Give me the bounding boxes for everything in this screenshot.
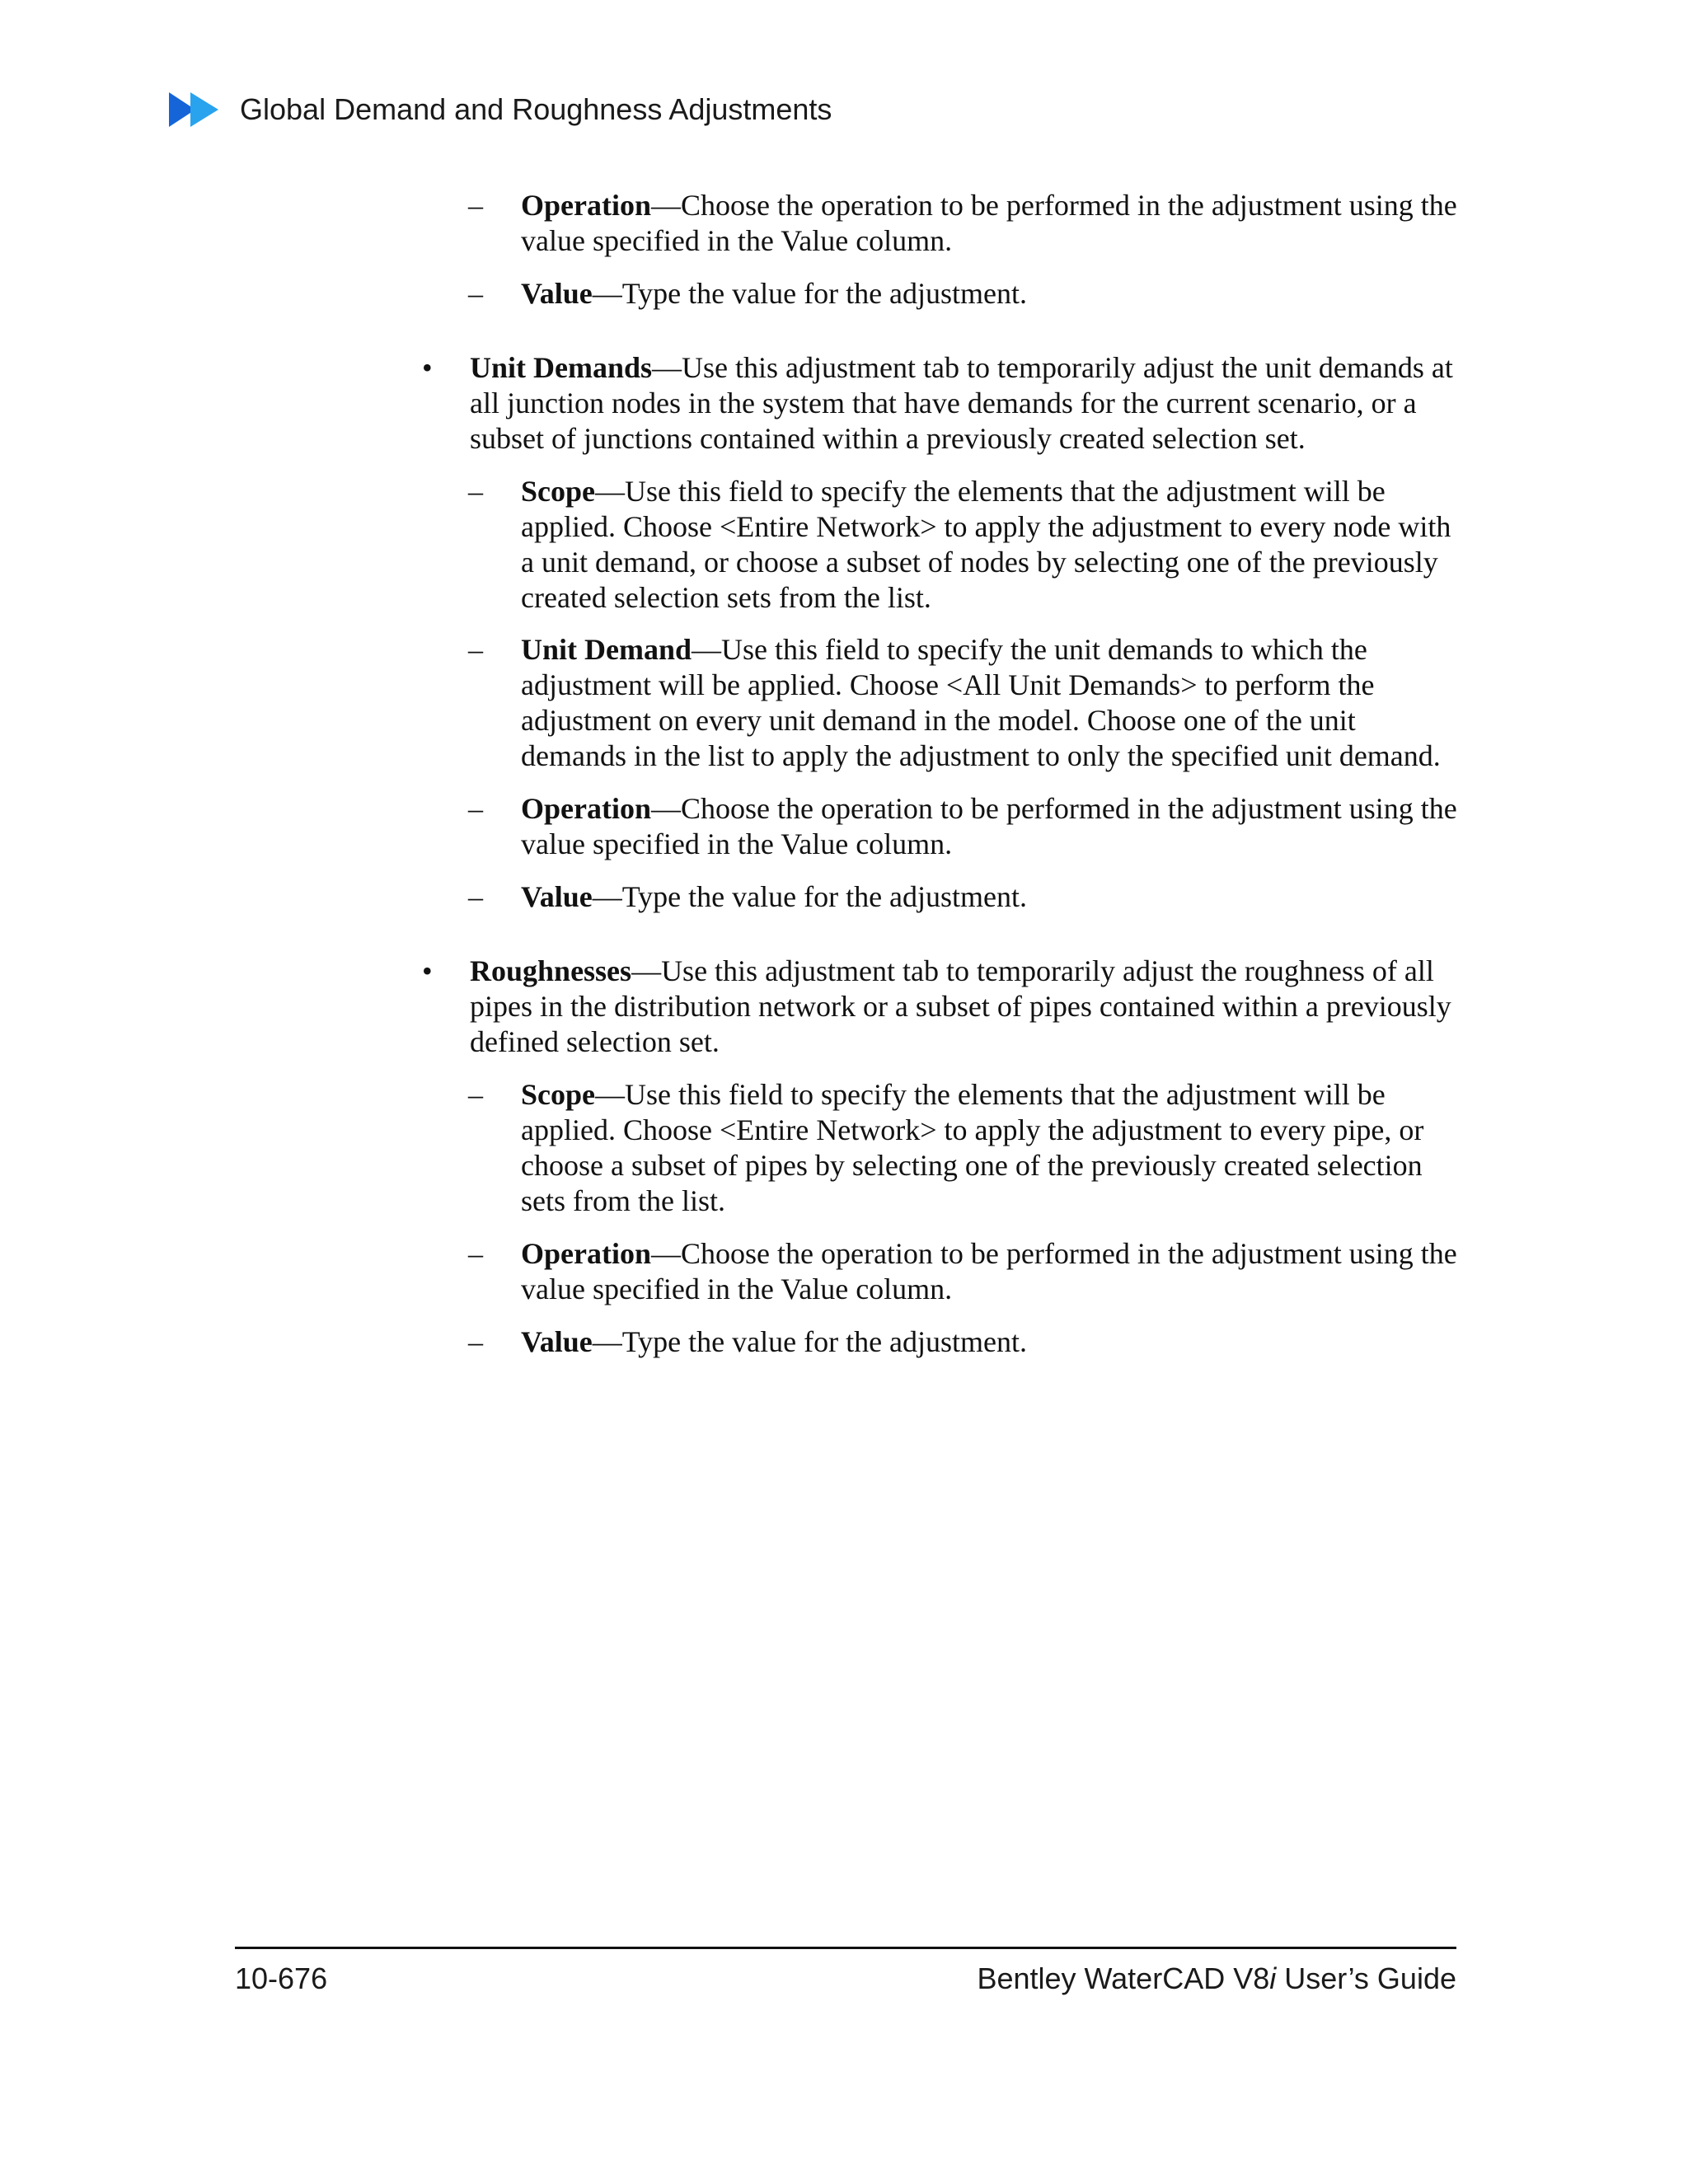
list-item-value: – Value—Type the value for the adjustment.	[468, 1325, 1028, 1358]
double-arrow-icon	[169, 92, 223, 127]
page-header	[169, 89, 832, 130]
list-item-unit-demand: – Unit Demand—Use this field to specify the unit demands to which the adjustment will be applied. Choose <All Unit Demands> to perform the adjustment on every unit demand in the model. Choose one of the unit demands in the list to apply the adjustment to only the specified unit demand.	[468, 633, 1441, 772]
page-number: 10-676	[235, 1961, 328, 1995]
list-item-value: – Value—Type the value for the adjustment.	[468, 277, 1028, 310]
list-item-operation: – Operation—Choose the operation to be performed in the adjustment using the value specified in the Value column.	[468, 792, 1457, 860]
guide-title: Bentley WaterCAD V8i User’s Guide	[977, 1961, 1456, 1995]
list-item-roughnesses: • Roughnesses—Use this adjustment tab to temporarily adjust the roughness of all pipes in the distribution network or a subset of pipes contained within a previously defined selection set.	[422, 954, 1451, 1058]
list-item-operation: – Operation—Choose the operation to be performed in the adjustment using the value specified in the Value column.	[468, 1237, 1457, 1305]
list-item-scope: – Scope—Use this field to specify the elements that the adjustment will be applied. Choose <Entire Network> to apply the adjustment to every node with a unit demand, or choose a subset of nodes by selecting one of the previously created selection sets from the list.	[468, 475, 1451, 614]
page-title: Global Demand and Roughness Adjustments	[240, 92, 832, 126]
list-item-value: – Value—Type the value for the adjustment.	[468, 880, 1028, 913]
list-item-scope: – Scope—Use this field to specify the elements that the adjustment will be applied. Choose <Entire Network> to apply the adjustment to every pipe, or choose a subset of pipes by selecting one of the previously created selection sets from the list.	[468, 1078, 1424, 1217]
list-item-unit-demands: • Unit Demands—Use this adjustment tab to temporarily adjust the unit demands at all junction nodes in the system that have demands for the current scenario, or a subset of junctions contained within a previously created selection set.	[422, 351, 1453, 455]
footer-divider	[235, 1947, 1456, 1949]
list-item-operation: – Operation—Choose the operation to be performed in the adjustment using the value specified in the Value column.	[468, 189, 1457, 257]
